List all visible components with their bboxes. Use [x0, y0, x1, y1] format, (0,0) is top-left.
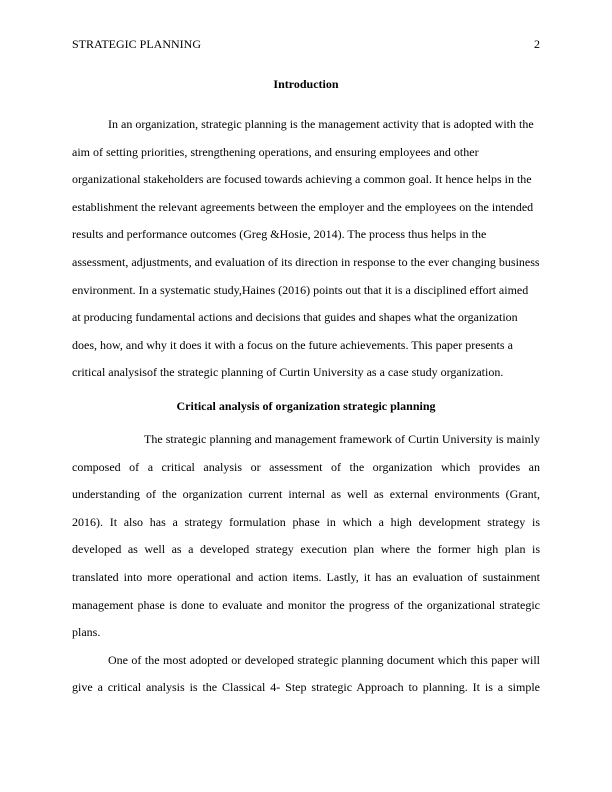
introduction-heading: Introduction	[273, 77, 339, 91]
critical-analysis-paragraph-1	[72, 426, 540, 647]
critical-analysis-heading: Critical analysis of organization strategic planning	[176, 398, 436, 413]
text-line: plans.	[72, 625, 101, 640]
introduction-paragraph	[72, 111, 540, 387]
text-line: The strategic planning and management framework of Curtin University is mainly	[144, 431, 540, 446]
document-body	[72, 73, 540, 702]
page-header	[72, 36, 540, 52]
text-line: composed of a critical analysis or assessment of the organization which provides an	[72, 459, 540, 474]
text-line: developed as well as a developed strategy execution plan where the former high plan is	[72, 542, 540, 557]
text-line: aim of setting priorities, strengthening operations, and ensuring employees and other	[72, 144, 479, 159]
text-line: critical analysisof the strategic planning of Curtin University as a case study organization.	[72, 365, 504, 380]
text-line: understanding of the organization current internal as well as external environments (Grant,	[72, 487, 540, 502]
text-line: environment. In a systematic study,Haines (2016) points out that it is a disciplined effort aimed	[72, 282, 529, 297]
text-line: at producing fundamental actions and decisions that guides and shapes what the organization	[72, 310, 518, 325]
running-head: STRATEGIC PLANNING	[72, 37, 201, 51]
critical-analysis-paragraph-2	[72, 647, 540, 702]
text-line: In an organization, strategic planning is the management activity that is adopted with the	[108, 117, 534, 131]
text-line: establishment the relevant agreements between the employer and the employees on the intended	[72, 199, 534, 214]
text-line: results and performance outcomes (Greg &Hosie, 2014). The process thus helps in the	[72, 227, 487, 242]
text-line: management phase is done to evaluate and monitor the progress of the organizational strategic	[72, 597, 540, 612]
text-line: does, how, and why it does it with a focus on the future achievements. This paper presents a	[72, 337, 513, 352]
text-line: give a critical analysis is the Classical 4- Step strategic Approach to planning. It is a simple	[72, 680, 540, 695]
page-number: 2	[534, 37, 540, 51]
text-line: assessment, adjustments, and evaluation of its direction in response to the ever changing business	[72, 254, 540, 269]
text-line: translated into more operational and action items. Lastly, it has an evaluation of sustainment	[72, 569, 540, 584]
text-line: One of the most adopted or developed strategic planning document which this paper will	[108, 652, 540, 667]
text-line: organizational stakeholders are focused towards achieving a common goal. It hence helps in the	[72, 172, 532, 187]
text-line: 2016). It also has a strategy formulation phase in which a high development strategy is	[72, 514, 540, 529]
